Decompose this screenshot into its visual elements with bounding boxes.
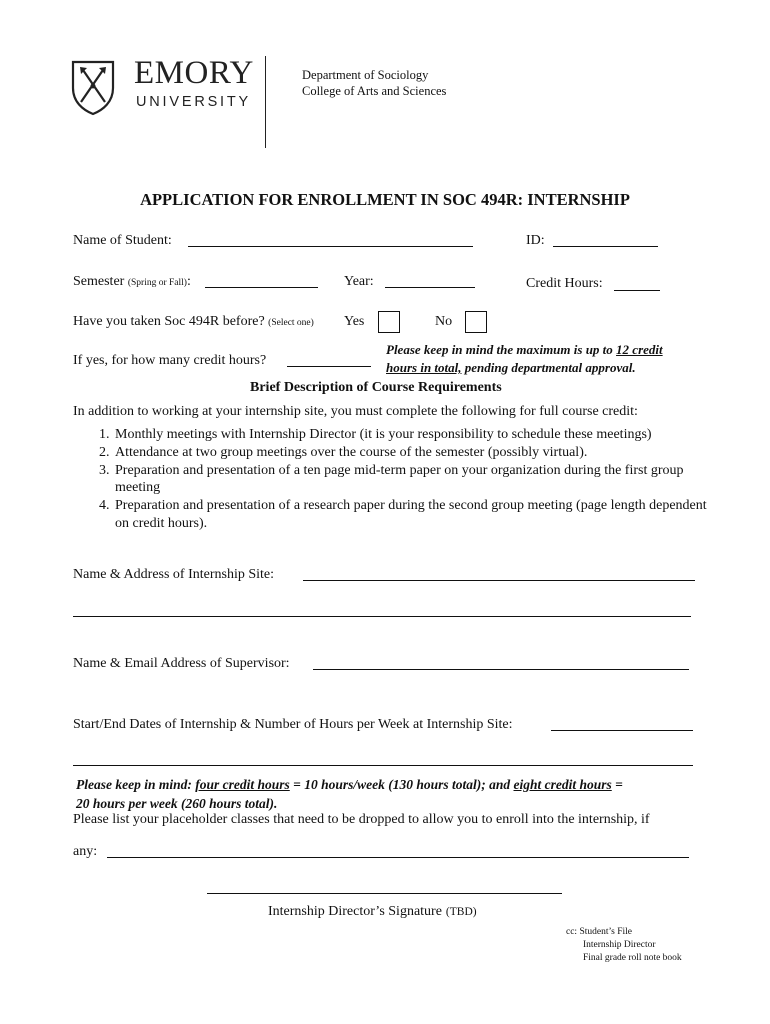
notice-text-2: pending departmental approval. xyxy=(461,360,636,375)
requirement-item: 1. Monthly meetings with Internship Director (it is your responsibility to schedule these meetings) xyxy=(113,426,713,444)
requirement-item: 3. Preparation and presentation of a ten page mid-term paper on your organization during the first group meeting xyxy=(113,462,713,498)
logo-wordmark: EMORY xyxy=(134,55,254,91)
notice-12-credit: 12 credit xyxy=(616,342,663,357)
requirements-heading: Brief Description of Course Requirements xyxy=(250,380,502,395)
credit-hours-label: Credit Hours: xyxy=(526,276,603,291)
how-many-field[interactable] xyxy=(287,366,371,367)
cc-block xyxy=(566,926,682,965)
yes-checkbox[interactable] xyxy=(378,311,400,333)
notice-hours-total: hours in total, xyxy=(386,360,462,375)
semester-hint: (Spring or Fall) xyxy=(127,278,187,288)
internship-site-label: Name & Address of Internship Site: xyxy=(73,567,275,582)
classes-any-label: any: xyxy=(73,844,98,859)
signature-text: Internship Director’s Signature xyxy=(268,904,442,919)
emory-logo xyxy=(70,55,260,118)
cc-item: Student’s File xyxy=(579,927,632,937)
logo-subtitle: UNIVERSITY xyxy=(136,94,252,110)
how-many-label: If yes, for how many credit hours? xyxy=(73,353,267,368)
internship-site-field[interactable] xyxy=(303,580,695,581)
student-name-label: Name of Student: xyxy=(73,233,172,248)
dates-field[interactable] xyxy=(551,730,693,731)
header-divider xyxy=(265,56,266,148)
supervisor-field[interactable] xyxy=(313,669,689,670)
classes-label: Please list your placeholder classes that need to be dropped to allow you to enroll into the internship, if xyxy=(73,812,650,827)
hours-notice xyxy=(76,775,623,813)
signature-label xyxy=(268,902,477,920)
hours-notice-four: four credit hours xyxy=(195,777,290,792)
requirement-item: 2. Attendance at two group meetings over the course of the semester (possibly virtual). xyxy=(113,444,713,462)
semester-label-text: Semester xyxy=(73,274,125,289)
signature-tbd: (TBD) xyxy=(445,906,477,918)
year-label: Year: xyxy=(344,274,374,289)
credit-hours-field[interactable] xyxy=(614,290,660,291)
department-line: Department of Sociology xyxy=(302,68,429,82)
no-label: No xyxy=(435,314,453,329)
max-credit-notice xyxy=(386,341,663,377)
student-id-label: ID: xyxy=(526,233,545,248)
notice-text-1: Please keep in mind the maximum is up to xyxy=(386,342,617,357)
dates-field-2[interactable] xyxy=(73,765,693,766)
yes-label: Yes xyxy=(344,314,365,329)
hours-notice-2: = 10 hours/week (130 hours total); and xyxy=(289,777,514,792)
taken-before-label xyxy=(73,314,314,330)
semester-label xyxy=(73,274,191,290)
student-name-field[interactable] xyxy=(188,246,473,247)
dates-label: Start/End Dates of Internship & Number of Hours per Week at Internship Site: xyxy=(73,717,513,732)
hours-notice-1: Please keep in mind: xyxy=(76,777,196,792)
signature-line[interactable] xyxy=(207,893,562,894)
requirements-intro: In addition to working at your internship site, you must complete the following for full course credit: xyxy=(73,404,638,419)
internship-site-field-2[interactable] xyxy=(73,616,691,617)
student-id-field[interactable] xyxy=(553,246,658,247)
no-checkbox[interactable] xyxy=(465,311,487,333)
semester-colon: : xyxy=(186,274,191,289)
taken-before-hint: (Select one) xyxy=(268,318,314,328)
cc-item: Final grade roll note book xyxy=(583,953,682,963)
emory-shield-icon xyxy=(70,58,116,116)
hours-notice-3: = xyxy=(611,777,623,792)
supervisor-label: Name & Email Address of Supervisor: xyxy=(73,656,290,671)
year-field[interactable] xyxy=(385,287,475,288)
college-line: College of Arts and Sciences xyxy=(302,84,447,98)
requirement-item: 4. Preparation and presentation of a research paper during the second group meeting (page length dependent on credit hours). xyxy=(113,497,713,533)
page-title: APPLICATION FOR ENROLLMENT IN SOC 494R: INTERNSHIP xyxy=(140,190,630,209)
hours-notice-eight: eight credit hours xyxy=(513,777,612,792)
semester-field[interactable] xyxy=(205,287,318,288)
classes-field[interactable] xyxy=(107,857,689,858)
hours-notice-4: 20 hours per week (260 hours total). xyxy=(76,796,278,811)
cc-label: cc: xyxy=(566,927,578,937)
taken-before-text: Have you taken Soc 494R before? xyxy=(73,314,265,329)
cc-item: Internship Director xyxy=(583,940,656,950)
requirements-list xyxy=(73,426,713,533)
